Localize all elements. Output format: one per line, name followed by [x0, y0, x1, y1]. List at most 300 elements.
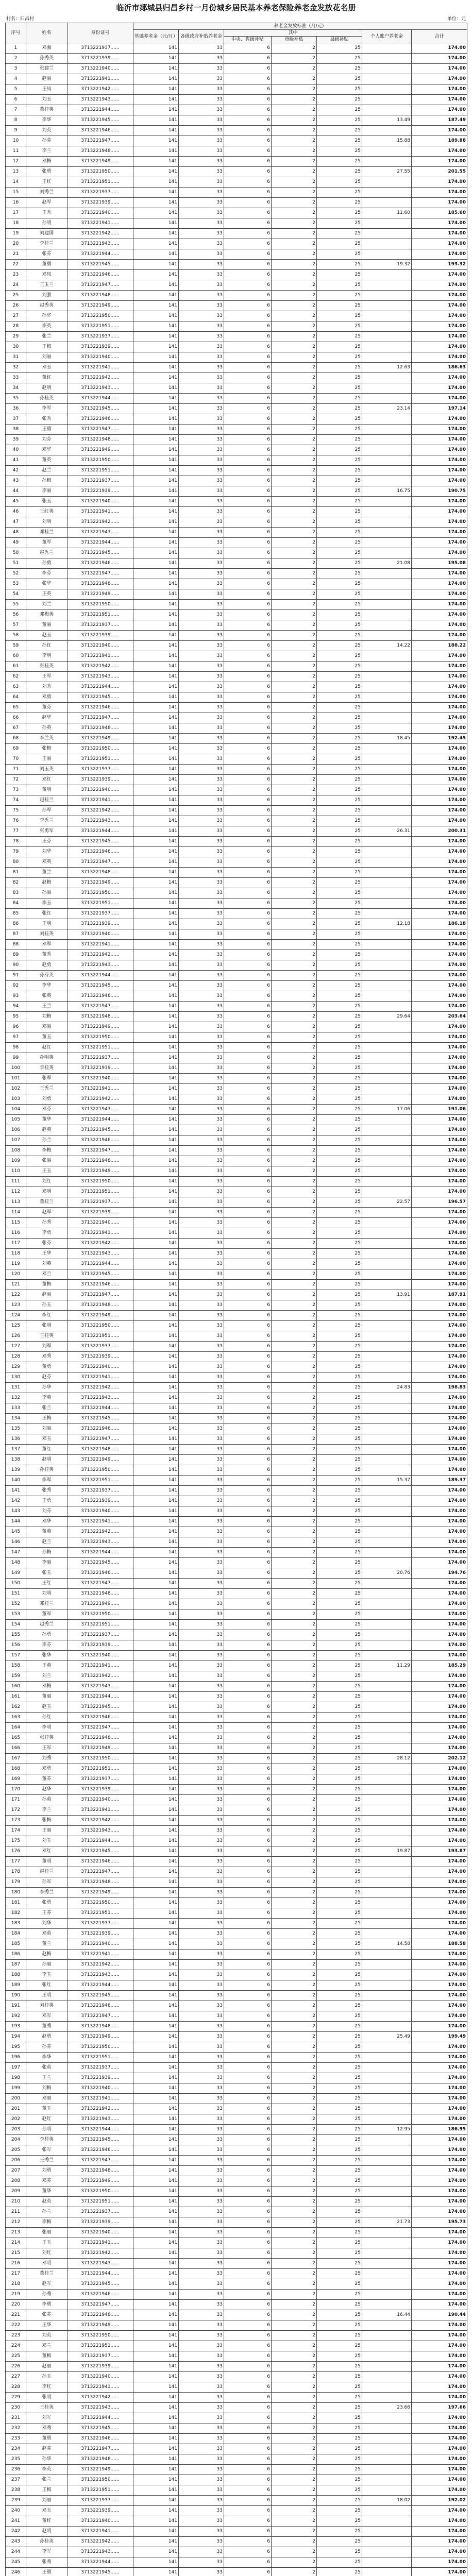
cell-no: 126	[6, 1331, 26, 1342]
cell-name: 赵芬	[26, 1372, 68, 1383]
table-row	[6, 126, 467, 136]
cell-no: 132	[6, 1393, 26, 1403]
cell-name: 邓丽	[26, 1022, 68, 1032]
cell-city: 2	[272, 2197, 317, 2207]
cell-no: 136	[6, 1434, 26, 1445]
cell-county: 25	[317, 1434, 362, 1445]
cell-basic: 141	[133, 2290, 179, 2300]
cell-no: 20	[6, 239, 26, 249]
cell-basic: 141	[133, 816, 179, 826]
cell-no: 133	[6, 1403, 26, 1414]
cell-fund: 33	[179, 1063, 224, 1074]
cell-prov: 6	[224, 229, 272, 239]
cell-county: 25	[317, 1187, 362, 1197]
cell-prov: 6	[224, 1754, 272, 1764]
cell-city: 2	[272, 765, 317, 775]
cell-prov: 6	[224, 1105, 272, 1115]
cell-county: 25	[317, 1785, 362, 1795]
cell-prov: 6	[224, 2485, 272, 2496]
cell-basic: 141	[133, 929, 179, 940]
cell-basic: 141	[133, 239, 179, 249]
cell-name: 董丽	[26, 620, 68, 631]
cell-basic: 141	[133, 2094, 179, 2104]
cell-no: 26	[6, 301, 26, 311]
cell-personal	[362, 857, 412, 868]
cell-name: 赵丽	[26, 74, 68, 84]
cell-total: 174.00	[412, 2259, 467, 2269]
cell-prov: 6	[224, 2568, 272, 2576]
cell-prov: 6	[224, 826, 272, 837]
cell-id: 3713221943......	[68, 960, 133, 971]
cell-no: 182	[6, 1908, 26, 1919]
cell-prov: 6	[224, 2011, 272, 2022]
cell-fund: 33	[179, 1105, 224, 1115]
cell-fund: 33	[179, 2238, 224, 2248]
cell-total: 174.00	[412, 270, 467, 280]
cell-personal	[362, 1321, 412, 1331]
table-row	[6, 1414, 467, 1424]
cell-name: 赵明	[26, 1455, 68, 1465]
cell-total: 194.76	[412, 1568, 467, 1579]
cell-personal	[362, 744, 412, 754]
cell-basic: 141	[133, 1259, 179, 1269]
cell-no: 41	[6, 455, 26, 466]
cell-county: 25	[317, 2166, 362, 2176]
cell-basic: 141	[133, 455, 179, 466]
cell-no: 155	[6, 1630, 26, 1640]
table-row	[6, 868, 467, 878]
cell-county: 25	[317, 1929, 362, 1939]
cell-name: 李明	[26, 1723, 68, 1733]
cell-id: 3713221947......	[68, 1434, 133, 1445]
cell-county: 25	[317, 95, 362, 105]
table-row	[6, 352, 467, 363]
cell-total: 174.00	[412, 435, 467, 445]
cell-basic: 141	[133, 1393, 179, 1403]
cell-city: 2	[272, 2217, 317, 2228]
cell-total: 174.00	[412, 1671, 467, 1682]
cell-id: 3713221946......	[68, 1280, 133, 1290]
cell-prov: 6	[224, 445, 272, 455]
cell-county: 25	[317, 899, 362, 909]
cell-city: 2	[272, 2135, 317, 2145]
cell-county: 25	[317, 1372, 362, 1383]
cell-total: 174.00	[412, 2022, 467, 2032]
cell-no: 90	[6, 960, 26, 971]
cell-prov: 6	[224, 919, 272, 929]
cell-city: 2	[272, 1311, 317, 1321]
cell-prov: 6	[224, 425, 272, 435]
table-row	[6, 373, 467, 383]
cell-name: 赵桂兰	[26, 1867, 68, 1877]
cell-basic: 141	[133, 404, 179, 414]
cell-county: 25	[317, 1300, 362, 1311]
cell-fund: 33	[179, 1579, 224, 1589]
cell-prov: 6	[224, 2413, 272, 2424]
cell-id: 3713221937......	[68, 332, 133, 342]
cell-name: 邓强	[26, 43, 68, 54]
cell-basic: 141	[133, 2083, 179, 2094]
cell-id: 3713221946......	[68, 558, 133, 569]
cell-basic: 141	[133, 84, 179, 95]
cell-id: 3713221943......	[68, 1970, 133, 1980]
table-row	[6, 1166, 467, 1177]
cell-prov: 6	[224, 2259, 272, 2269]
table-row	[6, 342, 467, 352]
cell-personal	[362, 1651, 412, 1661]
table-row	[6, 2557, 467, 2568]
cell-id: 3713221939......	[68, 1208, 133, 1218]
cell-fund: 33	[179, 919, 224, 929]
cell-basic: 141	[133, 548, 179, 558]
cell-city: 2	[272, 2011, 317, 2022]
cell-name: 王桂英	[26, 1331, 68, 1342]
cell-prov: 6	[224, 373, 272, 383]
table-row	[6, 1094, 467, 1105]
cell-personal	[362, 198, 412, 208]
cell-basic: 141	[133, 2145, 179, 2156]
cell-fund: 33	[179, 363, 224, 373]
cell-name: 王勇	[26, 2568, 68, 2576]
cell-total: 174.00	[412, 620, 467, 631]
cell-name: 张玉	[26, 1568, 68, 1579]
cell-personal	[362, 2011, 412, 2022]
cell-city: 2	[272, 1383, 317, 1393]
cell-prov: 6	[224, 394, 272, 404]
cell-basic: 141	[133, 2434, 179, 2444]
table-row	[6, 321, 467, 332]
table-row	[6, 1548, 467, 1558]
cell-city: 2	[272, 950, 317, 960]
cell-id: 3713221941......	[68, 2527, 133, 2537]
cell-basic: 141	[133, 1321, 179, 1331]
cell-no: 240	[6, 2506, 26, 2516]
cell-no: 172	[6, 1805, 26, 1816]
cell-city: 2	[272, 414, 317, 425]
cell-city: 2	[272, 1115, 317, 1125]
table-row	[6, 2547, 467, 2557]
table-row	[6, 1805, 467, 1816]
cell-prov: 6	[224, 1816, 272, 1826]
table-row	[6, 2424, 467, 2434]
cell-id: 3713221950......	[68, 2042, 133, 2053]
cell-id: 3713221947......	[68, 280, 133, 291]
cell-total: 200.31	[412, 826, 467, 837]
cell-id: 3713221937......	[68, 1053, 133, 1063]
cell-no: 229	[6, 2393, 26, 2403]
cell-no: 56	[6, 610, 26, 620]
cell-name: 张勇	[26, 1898, 68, 1908]
cell-total: 174.00	[412, 1558, 467, 1568]
cell-total: 203.64	[412, 1012, 467, 1022]
cell-total: 174.00	[412, 188, 467, 198]
cell-prov: 6	[224, 600, 272, 610]
cell-county: 25	[317, 1455, 362, 1465]
cell-county: 25	[317, 1383, 362, 1393]
cell-total: 174.00	[412, 1785, 467, 1795]
cell-basic: 141	[133, 1939, 179, 1950]
cell-county: 25	[317, 126, 362, 136]
cell-id: 3713221945......	[68, 1414, 133, 1424]
cell-personal	[362, 940, 412, 950]
cell-name: 邓红	[26, 775, 68, 785]
cell-total: 174.00	[412, 1084, 467, 1094]
cell-personal	[362, 816, 412, 826]
cell-no: 83	[6, 888, 26, 899]
cell-basic: 141	[133, 1311, 179, 1321]
cell-prov: 6	[224, 2083, 272, 2094]
cell-total: 174.00	[412, 2516, 467, 2527]
cell-total: 174.00	[412, 1764, 467, 1774]
cell-county: 25	[317, 1558, 362, 1568]
cell-county: 25	[317, 2362, 362, 2372]
cell-basic: 141	[133, 981, 179, 991]
cell-personal	[362, 1455, 412, 1465]
cell-total: 174.00	[412, 64, 467, 74]
cell-no: 246	[6, 2568, 26, 2576]
cell-name: 刘秀	[26, 1754, 68, 1764]
cell-name: 董勇	[26, 1362, 68, 1372]
cell-county: 25	[317, 1362, 362, 1372]
cell-total: 174.00	[412, 1888, 467, 1898]
table-row	[6, 445, 467, 455]
cell-id: 3713221949......	[68, 1166, 133, 1177]
cell-basic: 141	[133, 806, 179, 816]
cell-fund: 33	[179, 157, 224, 167]
cell-basic: 141	[133, 1496, 179, 1506]
cell-id: 3713221942......	[68, 1816, 133, 1826]
cell-personal	[362, 1393, 412, 1403]
cell-city: 2	[272, 136, 317, 146]
cell-city: 2	[272, 2393, 317, 2403]
cell-county: 25	[317, 816, 362, 826]
cell-county: 25	[317, 1599, 362, 1609]
cell-id: 3713221949......	[68, 734, 133, 744]
cell-fund: 33	[179, 2166, 224, 2176]
cell-fund: 33	[179, 383, 224, 394]
table-row	[6, 950, 467, 960]
cell-name: 王秀兰	[26, 1084, 68, 1094]
cell-id: 3713221948......	[68, 146, 133, 157]
cell-fund: 33	[179, 425, 224, 435]
cell-id: 3713221951......	[68, 2485, 133, 2496]
table-row	[6, 486, 467, 497]
cell-total: 174.00	[412, 507, 467, 517]
cell-total: 174.00	[412, 1682, 467, 1692]
cell-basic: 141	[133, 435, 179, 445]
cell-prov: 6	[224, 1743, 272, 1754]
cell-personal	[362, 74, 412, 84]
cell-county: 25	[317, 1661, 362, 1671]
cell-id: 3713221940......	[68, 1362, 133, 1372]
cell-fund: 33	[179, 2011, 224, 2022]
cell-prov: 6	[224, 404, 272, 414]
cell-no: 220	[6, 2300, 26, 2310]
cell-prov: 6	[224, 1661, 272, 1671]
header-no: 序号	[6, 23, 26, 43]
cell-total: 174.00	[412, 2156, 467, 2166]
cell-personal	[362, 1218, 412, 1228]
cell-no: 235	[6, 2454, 26, 2465]
cell-prov: 6	[224, 74, 272, 84]
cell-fund: 33	[179, 620, 224, 631]
cell-city: 2	[272, 1506, 317, 1517]
cell-basic: 141	[133, 2475, 179, 2485]
cell-personal	[362, 2424, 412, 2434]
cell-prov: 6	[224, 785, 272, 795]
cell-name: 刘红	[26, 2248, 68, 2259]
cell-city: 2	[272, 868, 317, 878]
cell-fund: 33	[179, 84, 224, 95]
cell-name: 孙丽	[26, 888, 68, 899]
cell-prov: 6	[224, 1084, 272, 1094]
cell-basic: 141	[133, 538, 179, 548]
table-row	[6, 713, 467, 723]
cell-no: 128	[6, 1352, 26, 1362]
cell-personal: 14.58	[362, 1939, 412, 1950]
header-group: 养老金发放标准（月/元）	[133, 23, 467, 30]
table-row	[6, 589, 467, 600]
cell-basic: 141	[133, 692, 179, 703]
cell-name: 王兰	[26, 2073, 68, 2083]
cell-basic: 141	[133, 2444, 179, 2454]
cell-fund: 33	[179, 1816, 224, 1826]
table-row	[6, 2207, 467, 2217]
table-row	[6, 1939, 467, 1950]
cell-prov: 6	[224, 1063, 272, 1074]
cell-total: 174.00	[412, 2094, 467, 2104]
cell-name: 赵玉	[26, 631, 68, 641]
cell-no: 103	[6, 1094, 26, 1105]
cell-county: 25	[317, 2331, 362, 2341]
cell-personal	[362, 1002, 412, 1012]
cell-city: 2	[272, 2259, 317, 2269]
cell-fund: 33	[179, 1208, 224, 1218]
cell-name: 刘强	[26, 291, 68, 301]
cell-prov: 6	[224, 2382, 272, 2393]
cell-total: 174.00	[412, 2393, 467, 2403]
cell-total: 174.00	[412, 239, 467, 249]
cell-prov: 6	[224, 1558, 272, 1568]
table-row	[6, 1692, 467, 1702]
cell-personal	[362, 54, 412, 64]
cell-personal: 18.45	[362, 734, 412, 744]
cell-county: 25	[317, 2217, 362, 2228]
table-row	[6, 2403, 467, 2413]
cell-fund: 33	[179, 816, 224, 826]
cell-county: 25	[317, 1280, 362, 1290]
cell-personal	[362, 1785, 412, 1795]
cell-id: 3713221941......	[68, 363, 133, 373]
cell-city: 2	[272, 2042, 317, 2053]
table-row	[6, 1816, 467, 1826]
cell-city: 2	[272, 188, 317, 198]
cell-no: 233	[6, 2434, 26, 2444]
cell-basic: 141	[133, 157, 179, 167]
cell-name: 李军	[26, 2547, 68, 2557]
cell-basic: 141	[133, 919, 179, 929]
cell-name: 李桂英	[26, 1063, 68, 1074]
cell-no: 84	[6, 899, 26, 909]
cell-id: 3713221947......	[68, 2300, 133, 2310]
cell-no: 24	[6, 280, 26, 291]
cell-id: 3713221949......	[68, 445, 133, 455]
cell-no: 11	[6, 146, 26, 157]
cell-name: 赵桂兰	[26, 795, 68, 806]
cell-city: 2	[272, 2434, 317, 2444]
cell-personal: 23.14	[362, 404, 412, 414]
cell-city: 2	[272, 888, 317, 899]
cell-name: 刘秀	[26, 682, 68, 692]
cell-id: 3713221949......	[68, 1743, 133, 1754]
cell-id: 3713221945......	[68, 1991, 133, 2001]
cell-city: 2	[272, 1805, 317, 1816]
cell-no: 7	[6, 105, 26, 115]
cell-no: 171	[6, 1795, 26, 1805]
cell-prov: 6	[224, 2176, 272, 2187]
cell-basic: 141	[133, 868, 179, 878]
table-row	[6, 1908, 467, 1919]
cell-personal: 21.08	[362, 558, 412, 569]
cell-total: 174.00	[412, 342, 467, 352]
cell-total: 174.00	[412, 383, 467, 394]
cell-fund: 33	[179, 466, 224, 476]
cell-county: 25	[317, 2372, 362, 2382]
cell-city: 2	[272, 1496, 317, 1506]
cell-prov: 6	[224, 2269, 272, 2279]
cell-fund: 33	[179, 723, 224, 734]
cell-city: 2	[272, 1403, 317, 1414]
cell-county: 25	[317, 1826, 362, 1836]
cell-basic: 141	[133, 1146, 179, 1156]
cell-city: 2	[272, 1002, 317, 1012]
cell-personal	[362, 414, 412, 425]
cell-prov: 6	[224, 1486, 272, 1496]
cell-prov: 6	[224, 1311, 272, 1321]
cell-no: 222	[6, 2320, 26, 2331]
cell-prov: 6	[224, 291, 272, 301]
cell-id: 3713221940......	[68, 64, 133, 74]
cell-county: 25	[317, 476, 362, 486]
cell-name: 张梅	[26, 744, 68, 754]
cell-no: 231	[6, 2413, 26, 2424]
cell-basic: 141	[133, 2403, 179, 2413]
cell-personal	[362, 2248, 412, 2259]
cell-id: 3713221941......	[68, 1950, 133, 1960]
cell-city: 2	[272, 425, 317, 435]
cell-prov: 6	[224, 1414, 272, 1424]
cell-name: 李秀兰	[26, 816, 68, 826]
cell-county: 25	[317, 2145, 362, 2156]
cell-total: 174.00	[412, 610, 467, 620]
cell-total: 174.00	[412, 1991, 467, 2001]
cell-name: 孙华	[26, 2454, 68, 2465]
cell-id: 3713221943......	[68, 1393, 133, 1403]
cell-personal	[362, 1022, 412, 1032]
cell-basic: 141	[133, 2156, 179, 2166]
cell-name: 王军	[26, 672, 68, 682]
cell-county: 25	[317, 2485, 362, 2496]
cell-basic: 141	[133, 1352, 179, 1362]
cell-name: 李梅	[26, 2217, 68, 2228]
cell-basic: 141	[133, 775, 179, 785]
cell-no: 217	[6, 2269, 26, 2279]
cell-fund: 33	[179, 1300, 224, 1311]
cell-total: 174.00	[412, 321, 467, 332]
cell-county: 25	[317, 2547, 362, 2557]
cell-total: 174.00	[412, 1362, 467, 1372]
cell-basic: 141	[133, 1269, 179, 1280]
